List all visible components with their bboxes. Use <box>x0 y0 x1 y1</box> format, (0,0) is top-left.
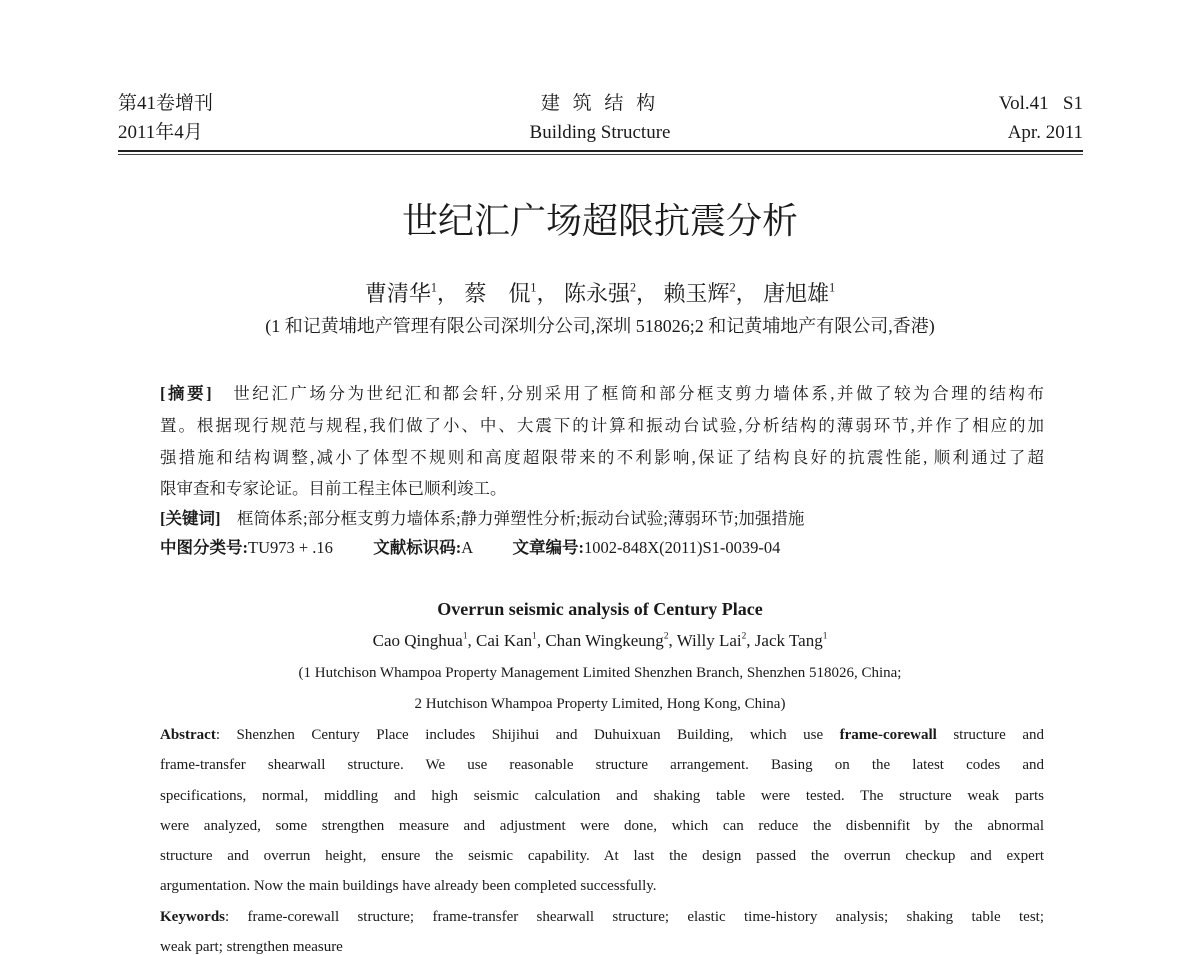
title-en: Overrun seismic analysis of Century Place <box>437 599 763 619</box>
title-cn: 世纪汇广场超限抗震分析 <box>401 201 798 241</box>
authors-cn: 曹清华$^1$， 蔡 侃$^1$， 陈永强$^2$， 赖玉辉$^2$， 唐旭雄$^1$ <box>364 280 836 306</box>
affiliation-en-1: (1 Hutchison Whampoa Property Management Limited Shenzhen Branch, Shenzhen 518026, China; <box>298 665 902 681</box>
header-rule-thin <box>118 154 1083 155</box>
author: 陈永强$^2$ <box>563 280 637 306</box>
affiliation-en-2: 2 Hutchison Whampoa Property Limited, Hong Kong, China) <box>414 696 786 712</box>
volume-cn: 第41卷增刊 <box>118 93 214 114</box>
date-cn: 2011年4月 <box>118 122 203 143</box>
author: 唐旭雄$^1$ <box>763 280 836 306</box>
authors-en: Cao Qinghua$^1$, Cai Kan$^1$, Chan Wingkeung$^2$, Willy Lai$^2$, Jack Tang$^1$ <box>372 631 828 650</box>
header-rule <box>118 150 1083 152</box>
journal-name-en: Building Structure <box>529 122 671 143</box>
date-en: Apr. 2011 <box>1007 122 1083 143</box>
journal-name-cn: 建 筑 结 构 <box>540 93 660 114</box>
keywords-cn: [关键词] 框筒体系;部分框支剪力墙体系;静力弹塑性分析;振动台试验;薄弱环节;加强措施 <box>160 509 805 528</box>
author: 赖玉辉$^2$ <box>663 280 736 306</box>
classification: 中图分类号:TU973 + .16 文献标识码:A 文章编号:1002-848X(2011)S1-0039-04 <box>160 538 781 557</box>
author: 曹清华$^1$ <box>364 280 437 306</box>
affiliation-cn: (1 和记黄埔地产管理有限公司深圳分公司,深圳 518026;2 和记黄埔地产有限公司,香港) <box>265 316 935 336</box>
abstract-label-en: Abstract <box>160 727 216 743</box>
volume-en: Vol.41 S1 <box>998 93 1083 114</box>
abstract-label-cn: [摘要] <box>160 384 212 403</box>
author: 蔡 侃$^1$ <box>464 280 537 306</box>
